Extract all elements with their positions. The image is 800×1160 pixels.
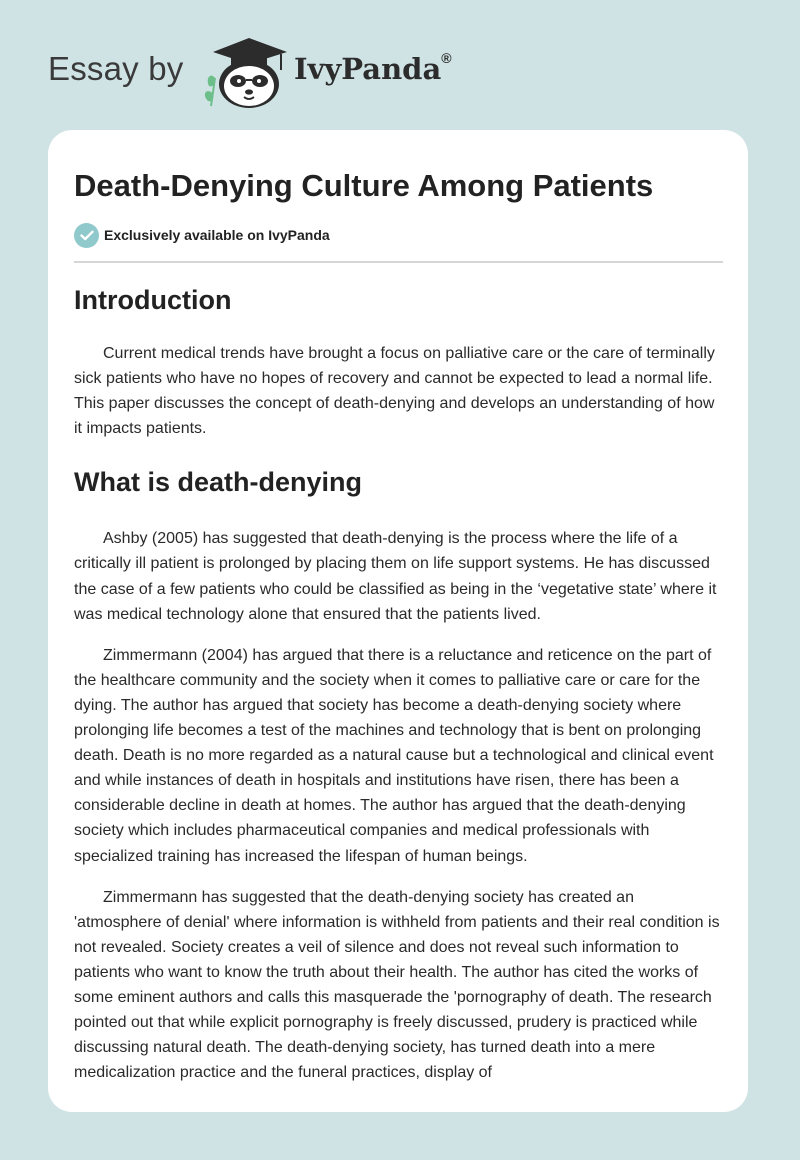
brand-prefix: Essay by: [48, 50, 184, 87]
panda-graduate-icon: [201, 34, 291, 110]
brand-name[interactable]: IvyPanda®: [294, 50, 452, 86]
title-divider: [74, 261, 723, 263]
essay-card: [48, 130, 748, 1112]
paragraph: Current medical trends have brought a focus on palliative care or the care of terminally sick patients who have no hopes of recovery and cannot be expected to lead a normal life. This paper discusses the concept of death-denying and develops an understanding of how it impacts patients.: [74, 345, 715, 438]
essay-body: [74, 282, 723, 1085]
paragraph: Zimmermann (2004) has argued that there is a reluctance and reticence on the part of the healthcare community and the society when it comes to palliative care or care for the dying. The author has argued that society has become a death-denying society where prolonging life becomes a test of the machines and technology that is bent on prolonging death. Death is no more regarded as a natural cause but a technological and clinical event and while instances of death in hospitals and institutions have risen, there has been a considerable decline in death at homes. The author has argued that the death-denying society which includes pharmaceutical companies and medical professionals with specialized training has increased the lifespan of human beings.: [74, 646, 714, 865]
paragraph: Zimmermann has suggested that the death-denying society has created an 'atmosphere of denial' where information is withheld from patients and their real condition is not revealed. Society creates a veil of silence and does not reveal such information to patients who want to know the truth about their health. The author has cited the works of some eminent authors and calls this masquerade the 'pornography of death. The research pointed out that while explicit pornography is freely discussed, prudery is practiced while discussing natural death. The death-denying society, has turned death into a mere medicalization practice and the funeral practices, display of: [74, 888, 720, 1082]
page-title: Death-Denying Culture Among Patients: [74, 168, 654, 203]
exclusive-badge-text: Exclusively available on IvyPanda: [104, 227, 330, 243]
exclusive-badge: [74, 222, 330, 248]
section-heading-what-is-death-denying: What is death-denying: [74, 467, 363, 498]
section-heading-introduction: Introduction: [74, 285, 232, 315]
paragraph: Ashby (2005) has suggested that death-denying is the process where the life of a critically ill patient is prolonged by placing them on life support systems. He has discussed the case of a few patients who could be classified as being in the ‘vegetative state’ where it was medical technology alone that ensured that the patients lived.: [74, 530, 717, 623]
registered-mark: ®: [441, 50, 452, 66]
check-icon: [74, 223, 99, 248]
brand-header: [48, 30, 508, 110]
